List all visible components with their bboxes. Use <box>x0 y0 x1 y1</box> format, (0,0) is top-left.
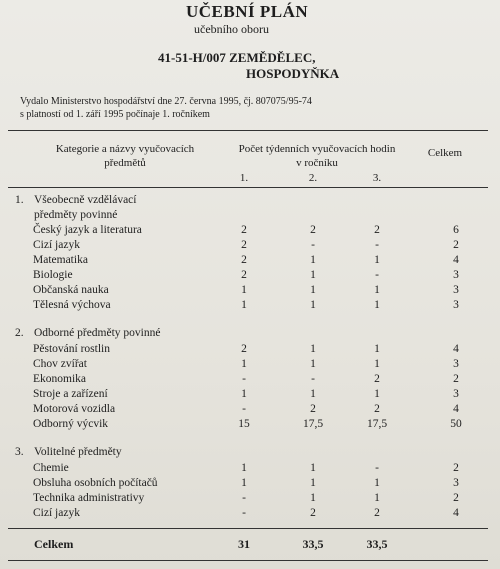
document-subtitle: učebního oboru <box>194 22 269 36</box>
table-row-name: Motorová vozidla <box>33 403 116 415</box>
section-3-number: 3. <box>15 446 24 458</box>
table-row-name: Stroje a zařízení <box>33 388 108 400</box>
table-cell-y3: 1 <box>374 477 380 489</box>
table-cell-y2: - <box>311 373 315 385</box>
table-cell-total: 4 <box>453 507 459 519</box>
table-cell-y3: - <box>375 269 379 281</box>
table-cell-y3: 17,5 <box>366 418 388 430</box>
table-cell-total: 3 <box>453 477 459 489</box>
table-cell-y2: - <box>311 239 315 251</box>
table-cell-y3: 2 <box>374 507 380 519</box>
section-3-title: Volitelné předměty <box>34 446 122 458</box>
header-bottom-rule <box>8 187 488 188</box>
table-row-name: Pěstování rostlin <box>33 343 110 355</box>
table-cell-y3: 1 <box>374 299 380 311</box>
table-cell-y2: 1 <box>310 269 316 281</box>
table-cell-y2: 1 <box>310 358 316 370</box>
table-row-name: Cizí jazyk <box>33 239 80 251</box>
table-cell-total: 3 <box>453 299 459 311</box>
table-row-name: Odborný výcvik <box>33 418 109 430</box>
table-cell-y3: 1 <box>374 254 380 266</box>
table-cell-y1: 1 <box>241 462 247 474</box>
header-year-3: 3. <box>372 172 382 184</box>
table-cell-total: 2 <box>453 373 459 385</box>
table-cell-total: 3 <box>453 388 459 400</box>
table-cell-y2: 2 <box>310 507 316 519</box>
table-row-name: Technika administrativy <box>33 492 145 504</box>
document-title: UČEBNÍ PLÁN <box>186 2 309 21</box>
field-code-line2: HOSPODYŇKA <box>246 66 340 81</box>
section-1-title-line2: předměty povinné <box>34 209 118 221</box>
table-cell-y1: 2 <box>241 343 247 355</box>
header-category <box>30 142 220 170</box>
table-cell-y1: 15 <box>238 418 250 430</box>
field-code-line1: 41-51-H/007 ZEMĚDĚLEC, <box>158 50 316 65</box>
table-cell-y1: 2 <box>241 254 247 266</box>
table-cell-y2: 1 <box>310 343 316 355</box>
table-cell-total: 4 <box>453 254 459 266</box>
header-hours-line2: v ročníku <box>296 157 338 169</box>
table-cell-y2: 1 <box>310 492 316 504</box>
table-cell-y3: - <box>375 462 379 474</box>
table-row-name: Tělesná výchova <box>33 299 111 311</box>
header-category-line1: Kategorie a názvy vyučovacích <box>55 143 195 155</box>
footer-total-label: Celkem <box>34 537 74 551</box>
table-cell-y1: 1 <box>241 477 247 489</box>
table-bottom-rule <box>8 560 488 561</box>
table-cell-total: 2 <box>453 239 459 251</box>
section-2-title: Odborné předměty povinné <box>34 327 161 339</box>
table-cell-y1: 1 <box>241 284 247 296</box>
header-hours <box>222 142 412 170</box>
table-cell-y1: 2 <box>241 269 247 281</box>
table-row-name: Matematika <box>33 254 88 266</box>
footer-total-y2: 33,5 <box>302 537 324 551</box>
section-1-number: 1. <box>15 194 24 206</box>
header-hours-line1: Počet týdenních vyučovacích hodin <box>238 143 396 155</box>
table-cell-total: 4 <box>453 403 459 415</box>
table-cell-y3: 1 <box>374 343 380 355</box>
table-cell-total: 2 <box>453 462 459 474</box>
table-cell-y3: - <box>375 239 379 251</box>
footer-total-y3: 33,5 <box>366 537 388 551</box>
table-cell-total: 4 <box>453 343 459 355</box>
table-cell-y2: 2 <box>310 403 316 415</box>
table-cell-total: 2 <box>453 492 459 504</box>
table-cell-y2: 1 <box>310 388 316 400</box>
table-cell-y2: 1 <box>310 254 316 266</box>
footer-top-rule <box>8 528 488 529</box>
table-cell-y1: 1 <box>241 358 247 370</box>
issued-note-line2: s platností od 1. září 1995 počínaje 1. ročníkem <box>20 109 210 120</box>
table-cell-y2: 17,5 <box>302 418 324 430</box>
table-cell-y2: 2 <box>310 224 316 236</box>
table-cell-total: 3 <box>453 284 459 296</box>
table-cell-y2: 1 <box>310 477 316 489</box>
table-cell-y1: 1 <box>241 388 247 400</box>
table-cell-y1: 2 <box>241 239 247 251</box>
table-cell-y1: 2 <box>241 224 247 236</box>
table-cell-total: 50 <box>450 418 462 430</box>
table-cell-y1: - <box>242 507 246 519</box>
table-cell-y3: 1 <box>374 388 380 400</box>
header-year-2: 2. <box>308 172 318 184</box>
footer-total-y1: 31 <box>238 537 250 551</box>
table-cell-y2: 1 <box>310 462 316 474</box>
table-cell-y1: - <box>242 403 246 415</box>
table-row-name: Občanská nauka <box>33 284 109 296</box>
table-cell-y3: 1 <box>374 492 380 504</box>
header-total: Celkem <box>427 147 463 159</box>
table-row-name: Chov zvířat <box>33 358 87 370</box>
table-cell-total: 6 <box>453 224 459 236</box>
table-row-name: Obsluha osobních počítačů <box>33 477 158 489</box>
table-cell-y3: 1 <box>374 358 380 370</box>
table-cell-y1: - <box>242 492 246 504</box>
table-row-name: Chemie <box>33 462 69 474</box>
table-row-name: Ekonomika <box>33 373 87 385</box>
issued-note-line1: Vydalo Ministerstvo hospodářství dne 27. června 1995, čj. 807075/95-74 <box>20 96 312 107</box>
table-row-name: Český jazyk a literatura <box>33 224 142 236</box>
table-cell-y2: 1 <box>310 299 316 311</box>
table-row-name: Biologie <box>33 269 73 281</box>
table-top-rule <box>8 130 488 131</box>
table-cell-total: 3 <box>453 358 459 370</box>
header-category-line2: předmětů <box>104 157 146 169</box>
table-cell-y3: 2 <box>374 224 380 236</box>
section-2-number: 2. <box>15 327 24 339</box>
table-cell-y1: - <box>242 373 246 385</box>
table-cell-y3: 2 <box>374 403 380 415</box>
table-row-name: Cizí jazyk <box>33 507 80 519</box>
table-cell-y2: 1 <box>310 284 316 296</box>
table-cell-y1: 1 <box>241 299 247 311</box>
section-1-title-line1: Všeobecně vzdělávací <box>34 194 137 206</box>
header-year-1: 1. <box>239 172 249 184</box>
table-cell-total: 3 <box>453 269 459 281</box>
table-cell-y3: 1 <box>374 284 380 296</box>
table-cell-y3: 2 <box>374 373 380 385</box>
